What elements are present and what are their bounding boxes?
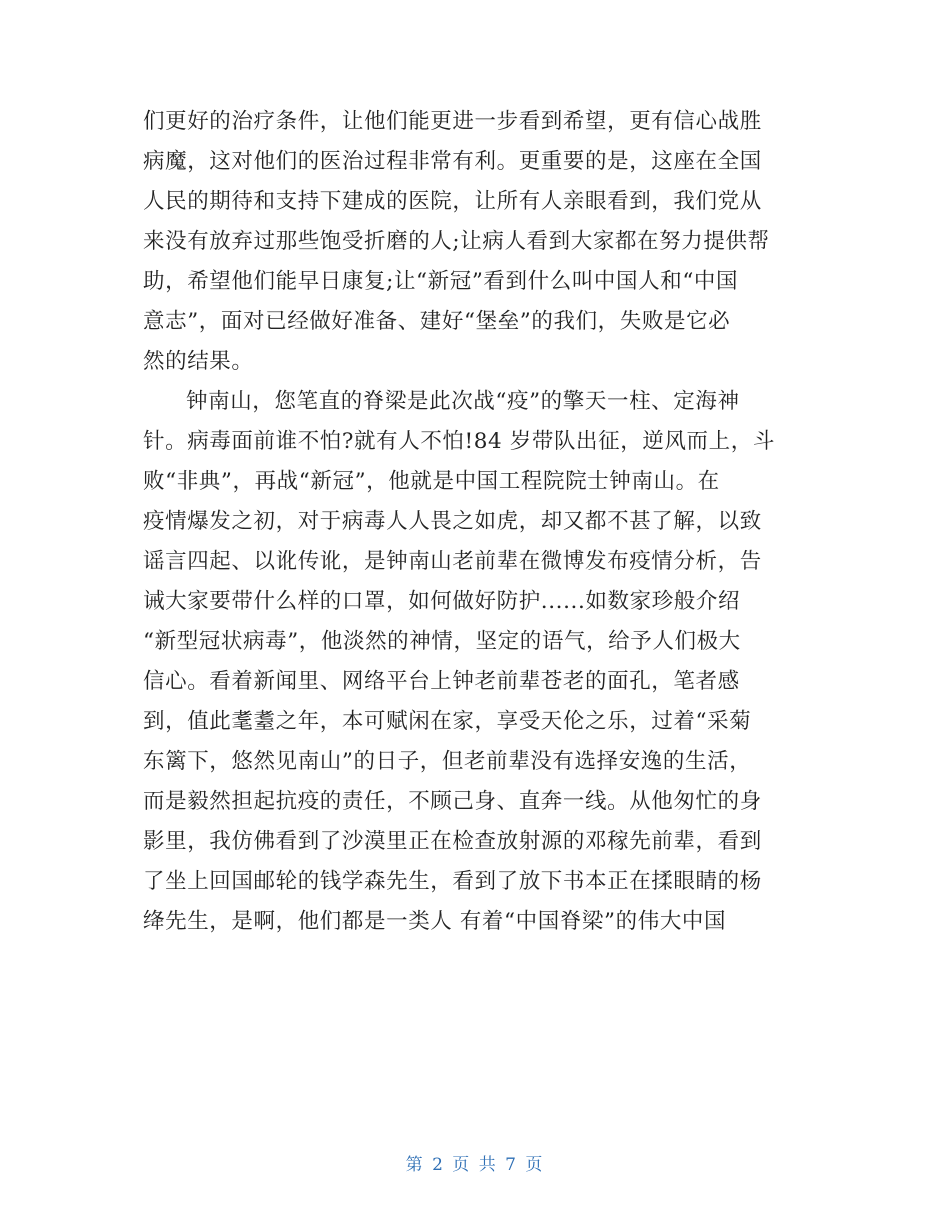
text-line: 助，希望他们能早日康复;让“新冠”看到什么叫中国人和“中国: [143, 269, 739, 294]
text-line: 了坐上回国邮轮的钱学森先生，看到了放下书本正在揉眼睛的杨: [143, 869, 762, 894]
text-line: 东篱下，悠然见南山”的日子，但老前辈没有选择安逸的生活，: [143, 749, 752, 774]
text-line: 绛先生，是啊，他们都是一类人 有着“中国脊梁”的伟大中国: [143, 909, 727, 934]
text-line: “新型冠状病毒”，他淡然的神情，坚定的语气，给予人们极大: [143, 629, 741, 654]
text-line: 信心。看着新闻里、网络平台上钟老前辈苍老的面孔，笔者感: [143, 669, 740, 694]
paragraph-start-line: 钟南山，您笔直的脊梁是此次战“疫”的擎天一柱、定海神: [186, 389, 740, 414]
text-line: 然的结果。: [143, 349, 254, 374]
text-line: 针。病毒面前谁不怕?就有人不怕!84 岁带队出征，逆风而上，斗: [143, 429, 775, 454]
text-line: 们更好的治疗条件，让他们能更进一步看到希望，更有信心战胜: [143, 109, 762, 134]
text-line: 败“非典”，再战“新冠”，他就是中国工程院院士钟南山。在: [143, 469, 720, 494]
text-line: 而是毅然担起抗疫的责任，不顾己身、直奔一线。从他匆忙的身: [143, 789, 762, 814]
text-line: 意志”，面对已经做好准备、建好“堡垒”的我们，失败是它必: [143, 309, 731, 334]
text-line: 影里，我仿佛看到了沙漠里正在检查放射源的邓稼先前辈，看到: [143, 829, 762, 854]
text-line: 谣言四起、以讹传讹，是钟南山老前辈在微博发布疫情分析，告: [143, 549, 762, 574]
text-line: 诫大家要带什么样的口罩，如何做好防护......如数家珍般介绍: [143, 589, 741, 614]
text-line: 到，值此耄耋之年，本可赋闲在家，享受天伦之乐，过着“采菊: [143, 709, 752, 734]
text-line: 病魔，这对他们的医治过程非常有利。更重要的是，这座在全国: [143, 149, 762, 174]
document-body: [143, 102, 808, 942]
page-number-footer: 第 2 页 共 7 页: [405, 1155, 545, 1175]
text-line: 人民的期待和支持下建成的医院，让所有人亲眼看到，我们党从: [143, 189, 762, 214]
text-line: 来没有放弃过那些饱受折磨的人;让病人看到大家都在努力提供帮: [143, 229, 770, 254]
text-line: 疫情爆发之初，对于病毒人人畏之如虎，却又都不甚了解，以致: [143, 509, 762, 534]
